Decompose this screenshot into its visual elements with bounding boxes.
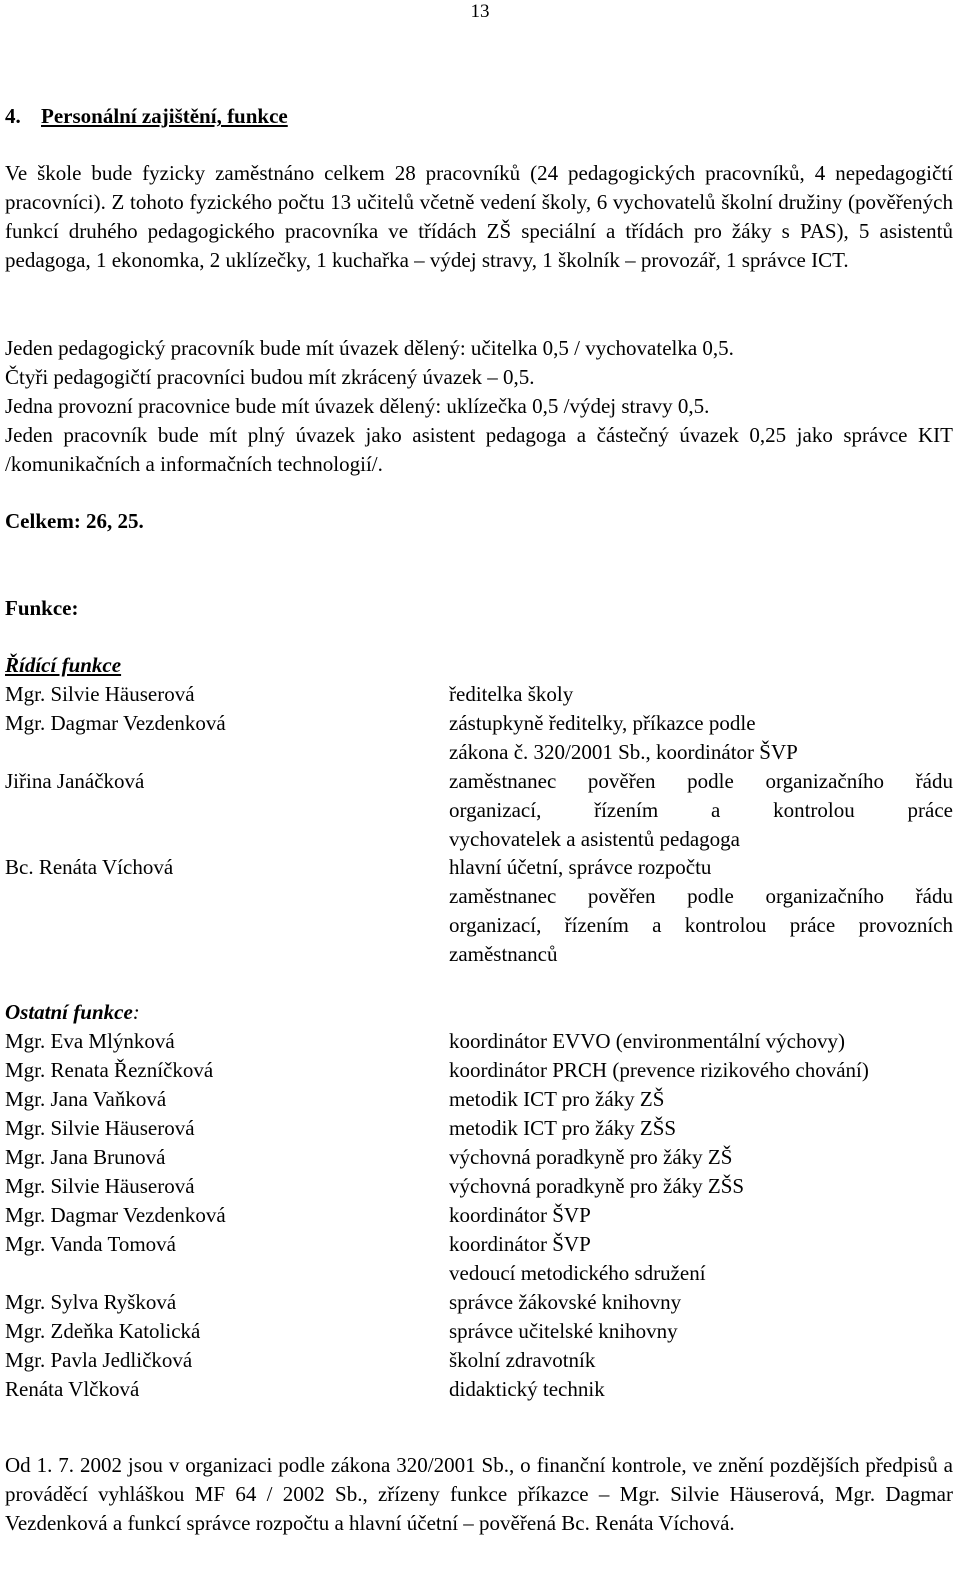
workload-line: Jedna provozní pracovnice bude mít úvazek dělený: uklízečka 0,5 /výdej stravy 0,5.	[5, 394, 710, 418]
function-description	[449, 680, 953, 709]
description-line: koordinátor EVVO (environmentální výchovy)	[449, 1029, 845, 1053]
person-name: Mgr. Pavla Jedličková	[5, 1348, 193, 1372]
function-description	[449, 1027, 953, 1056]
description-line: vedoucí metodického sdružení	[449, 1261, 706, 1285]
section-heading	[5, 102, 953, 131]
function-description	[449, 1201, 953, 1230]
leading-functions-heading: Řídící funkce	[5, 653, 122, 677]
description-line: správce učitelské knihovny	[449, 1319, 678, 1343]
description-line: školní zdravotník	[449, 1348, 596, 1372]
description-line: zaměstnanec pověřen podle organizačního řádu	[449, 769, 953, 793]
description-line: organizací, řízením a kontrolou práce	[449, 798, 953, 822]
description-line: didaktický technik	[449, 1377, 605, 1401]
description-line: koordinátor PRCH (prevence rizikového chování)	[449, 1058, 869, 1082]
function-description	[449, 1172, 953, 1201]
workload-line: Jeden pedagogický pracovník bude mít úvazek dělený: učitelka 0,5 / vychovatelka 0,5.	[5, 336, 734, 360]
workload-paragraph: Jeden pracovník bude mít plný úvazek jako asistent pedagoga a částečný úvazek 0,25 jako správce KIT /komunikačních a informačních technologií/.	[5, 423, 953, 476]
function-description	[449, 1375, 953, 1404]
person-name: Bc. Renáta Víchová	[5, 855, 174, 879]
total-line: Celkem: 26, 25.	[5, 509, 144, 533]
description-line: správce žákovské knihovny	[449, 1290, 682, 1314]
description-line: zákona č. 320/2001 Sb., koordinátor ŠVP	[449, 740, 798, 764]
function-description	[449, 1230, 953, 1288]
function-description	[449, 1085, 953, 1114]
other-functions-heading	[5, 998, 953, 1027]
person-name: Renáta Vlčková	[5, 1377, 140, 1401]
other-functions-heading-colon: :	[132, 1000, 140, 1024]
description-line: hlavní účetní, správce rozpočtu	[449, 855, 712, 879]
person-name: Jiřina Janáčková	[5, 769, 145, 793]
other-functions-heading-text: Ostatní funkce	[5, 1000, 133, 1024]
section-number: 4.	[5, 104, 21, 128]
closing-paragraph: Od 1. 7. 2002 jsou v organizaci podle zákona 320/2001 Sb., o finanční kontrole, ve znění pozdějších předpisů a prováděcí vyhláškou MF 64 / 2002 Sb., zřízeny funkce příkazce – Mgr. Silvie Häuserová, Mgr. Dagmar Vezdenková a funkcí správce rozpočtu a hlavní účetní – pověřená Bc. Renáta Víchová.	[5, 1453, 953, 1535]
functions-heading: Funkce:	[5, 596, 79, 620]
person-name: Mgr. Zdeňka Katolická	[5, 1319, 201, 1343]
description-line: vychovatelek a asistentů pedagoga	[449, 827, 740, 851]
person-name: Mgr. Eva Mlýnková	[5, 1029, 175, 1053]
person-name: Mgr. Silvie Häuserová	[5, 682, 195, 706]
person-name: Mgr. Jana Brunová	[5, 1145, 166, 1169]
description-line: výchovná poradkyně pro žáky ZŠ	[449, 1145, 733, 1169]
workload-lines	[5, 334, 953, 421]
description-line: koordinátor ŠVP	[449, 1203, 591, 1227]
description-line: zaměstnanec pověřen podle organizačního řádu	[449, 884, 953, 908]
description-line: ředitelka školy	[449, 682, 574, 706]
description-line: metodik ICT pro žáky ZŠ	[449, 1087, 665, 1111]
person-name: Mgr. Dagmar Vezdenková	[5, 711, 226, 735]
function-description	[449, 1143, 953, 1172]
person-name: Mgr. Vanda Tomová	[5, 1232, 176, 1256]
description-line: zaměstnanců	[449, 942, 558, 966]
workload-line: Čtyři pedagogičtí pracovníci budou mít zkrácený úvazek – 0,5.	[5, 365, 535, 389]
function-description	[449, 767, 953, 854]
person-name: Mgr. Silvie Häuserová	[5, 1174, 195, 1198]
function-description	[449, 709, 953, 767]
person-name: Mgr. Silvie Häuserová	[5, 1116, 195, 1140]
person-name: Mgr. Dagmar Vezdenková	[5, 1203, 226, 1227]
function-description	[449, 1288, 953, 1317]
person-name: Mgr. Jana Vaňková	[5, 1087, 167, 1111]
person-name: Mgr. Renata Řezníčková	[5, 1058, 214, 1082]
function-description	[449, 1346, 953, 1375]
description-line: organizací, řízením a kontrolou práce provozních	[449, 913, 953, 937]
function-description	[449, 1317, 953, 1346]
function-description	[449, 853, 953, 969]
intro-paragraph: Ve škole bude fyzicky zaměstnáno celkem 28 pracovníků (24 pedagogických pracovníků, 4 nepedagogičtí pracovníci). Z tohoto fyzického počtu 13 učitelů včetně vedení školy, 6 vychovatelů školní družiny (pověřených funkcí druhého pedagogického pracovníka ve třídách ZŠ speciální a třídách pro žáky s PAS), 5 asistentů pedagoga, 1 ekonomka, 2 uklízečky, 1 kuchařka – výdej stravy, 1 školník – provozář, 1 správce ICT.	[5, 161, 953, 272]
description-line: výchovná poradkyně pro žáky ZŠS	[449, 1174, 745, 1198]
person-name: Mgr. Sylva Ryšková	[5, 1290, 177, 1314]
page-number: 13	[470, 1, 490, 22]
description-line: koordinátor ŠVP	[449, 1232, 591, 1256]
description-line: metodik ICT pro žáky ZŠS	[449, 1116, 677, 1140]
function-description	[449, 1114, 953, 1143]
section-title: Personální zajištění, funkce	[41, 104, 288, 128]
function-description	[449, 1056, 953, 1085]
description-line: zástupkyně ředitelky, příkazce podle	[449, 711, 756, 735]
